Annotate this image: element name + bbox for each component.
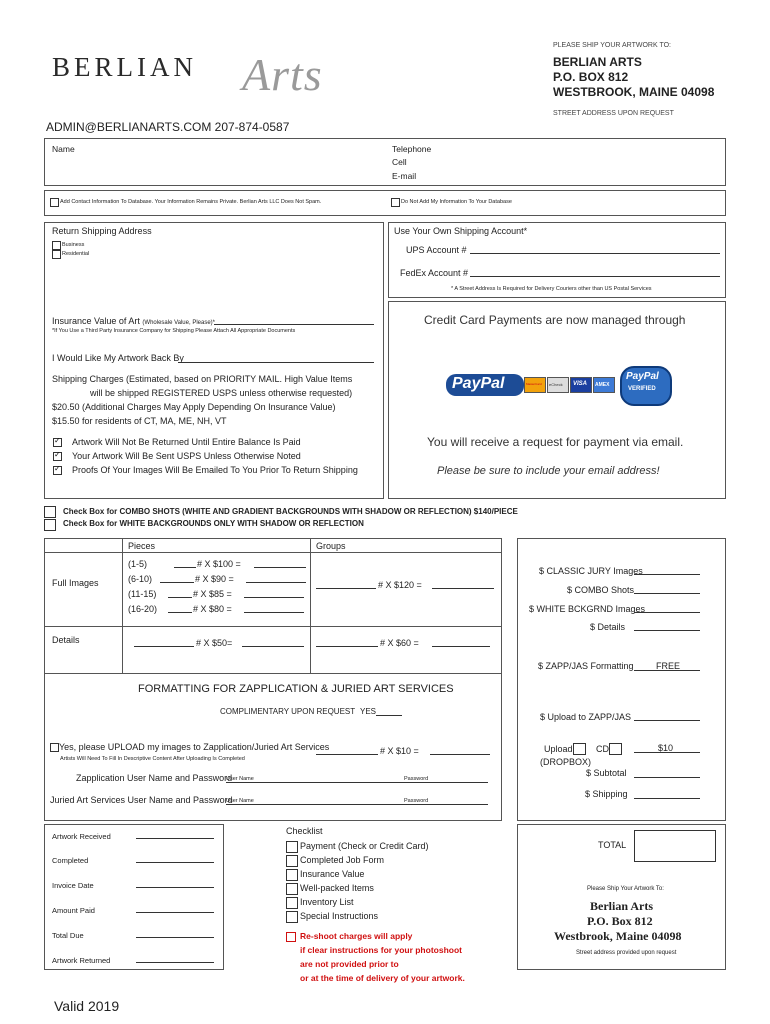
office-artwork-received-field[interactable] xyxy=(136,838,214,839)
office-artwork-returned-field[interactable] xyxy=(136,962,214,963)
checklist-job-form-label: Completed Job Form xyxy=(300,855,385,865)
upload-ten-dollar: $10 xyxy=(658,743,674,753)
proofs-label: Proofs Of Your Images Will Be Emailed To You Prior To Return Shipping xyxy=(72,465,358,475)
checklist-title: Checklist xyxy=(286,826,323,836)
subtotal-label: $ Subtotal xyxy=(586,768,627,778)
reshoot-line-4: or at the time of delivery of your artwork. xyxy=(300,973,465,983)
no-database-checkbox[interactable] xyxy=(391,198,400,207)
verified-badge-sub: VERIFIED xyxy=(628,386,656,392)
classic-jury-field[interactable] xyxy=(634,574,700,575)
checklist-packed-checkbox[interactable] xyxy=(286,883,298,895)
tier-4-price: # X $80 = xyxy=(193,604,232,614)
add-to-database-label: Add Contact Information To Database. Your Information Remains Private. Berlian Arts LLC Does Not Spam. xyxy=(60,199,322,205)
zapp-password-label: Password xyxy=(404,776,429,782)
insurance-label-text: Insurance Value of Art xyxy=(52,316,140,326)
tier-2-qty: (6-10) xyxy=(128,574,153,584)
upload-option-checkbox[interactable] xyxy=(573,743,586,755)
pricing-row-divider-1 xyxy=(44,552,502,553)
tier-2-price: # X $90 = xyxy=(195,574,234,584)
usps-checkbox[interactable] xyxy=(53,452,62,461)
total-addr3: Westbrook, Maine 04098 xyxy=(554,929,682,943)
tier-1-price: # X $100 = xyxy=(197,559,241,569)
formatting-title: FORMATTING FOR ZAPPLICATION & JURIED ART SERVICES xyxy=(138,683,454,695)
email-label: E-mail xyxy=(392,171,417,181)
back-by-field[interactable] xyxy=(178,362,374,363)
complimentary-label: COMPLIMENTARY UPON REQUEST xyxy=(220,707,356,716)
detail-count[interactable] xyxy=(134,646,194,647)
zapp-format-free: FREE xyxy=(656,661,681,671)
return-policy-label: Artwork Will Not Be Returned Until Entire Balance Is Paid xyxy=(72,437,301,447)
office-invoice-date: Invoice Date xyxy=(52,881,94,890)
pricing-row-divider-2 xyxy=(44,626,502,627)
upload-checkbox[interactable] xyxy=(50,743,59,752)
checklist-job-form-checkbox[interactable] xyxy=(286,855,298,867)
street-note: STREET ADDRESS UPON REQUEST xyxy=(553,110,674,117)
shipping-total-field[interactable] xyxy=(634,798,700,799)
total-ship-to: Please Ship Your Artwork To: xyxy=(587,886,664,892)
reshoot-line-3: are not provided prior to xyxy=(300,959,399,969)
juried-credentials-field[interactable] xyxy=(226,804,488,805)
tier-2-count[interactable] xyxy=(160,582,194,583)
juried-username-label: User Name xyxy=(226,798,254,804)
group-detail-total[interactable] xyxy=(432,646,490,647)
insurance-label xyxy=(52,316,215,326)
upload-ten-field xyxy=(634,752,700,753)
office-completed-field[interactable] xyxy=(136,862,214,863)
office-amount-paid: Amount Paid xyxy=(52,906,95,915)
echeck-label: eCheck xyxy=(549,382,563,387)
office-invoice-date-field[interactable] xyxy=(136,887,214,888)
upload-note: Artists Will Need To Fill In Descriptive Content After Uploading Is Completed xyxy=(60,756,245,762)
amex-icon xyxy=(593,377,615,393)
shipping-line-4: $15.50 for residents of CT, MA, ME, NH, VT xyxy=(52,416,227,426)
white-bg-label: Check Box for WHITE BACKGROUNDS ONLY WITH SHADOW OR REFLECTION xyxy=(63,519,364,528)
return-policy-checkbox[interactable] xyxy=(53,438,62,447)
zapp-username-label: User Name xyxy=(226,776,254,782)
checklist-packed-label: Well-packed Items xyxy=(300,883,374,893)
checklist-insurance-label: Insurance Value xyxy=(300,869,365,879)
no-database-label: Do Not Add My Information To Your Database xyxy=(401,199,512,205)
complimentary-yes-label: YES xyxy=(360,707,377,716)
complimentary-yes-field[interactable] xyxy=(376,715,402,716)
tier-4-total[interactable] xyxy=(244,612,304,613)
combo-shots-total-label: $ COMBO Shots xyxy=(567,585,635,595)
fedex-field[interactable] xyxy=(470,276,720,277)
upload-option-label: Upload xyxy=(544,744,573,754)
tier-3-count[interactable] xyxy=(168,597,192,598)
details-label: Details xyxy=(52,635,80,645)
zapp-credentials-label: Zapplication User Name and Password xyxy=(76,773,233,783)
details-total-label: $ Details xyxy=(590,622,626,632)
tier-1-total[interactable] xyxy=(254,567,306,568)
business-label: Business xyxy=(62,242,85,248)
office-use-box xyxy=(44,824,224,970)
combo-shots-total-field[interactable] xyxy=(634,593,700,594)
office-total-due: Total Due xyxy=(52,931,84,940)
own-shipping-title: Use Your Own Shipping Account* xyxy=(394,226,528,236)
groups-header: Groups xyxy=(316,541,346,551)
amex-label: AMEX xyxy=(595,382,610,388)
dropbox-label: (DROPBOX) xyxy=(540,757,592,767)
cd-option-label: CD xyxy=(596,744,609,754)
checklist-instructions-checkbox[interactable] xyxy=(286,911,298,923)
group-detail-count[interactable] xyxy=(316,646,378,647)
ship-to-addr1: BERLIAN ARTS xyxy=(553,55,642,69)
mastercard-icon xyxy=(524,377,546,393)
shipping-total-label: $ Shipping xyxy=(585,789,628,799)
office-artwork-returned: Artwork Returned xyxy=(52,956,111,965)
upload-total[interactable] xyxy=(430,754,490,755)
payment-title: Credit Card Payments are now managed through xyxy=(424,313,686,327)
checklist-inventory-checkbox[interactable] xyxy=(286,897,298,909)
group-full-total[interactable] xyxy=(432,588,494,589)
cell-label: Cell xyxy=(392,157,407,167)
business-checkbox[interactable] xyxy=(52,241,61,250)
upload-total-field[interactable] xyxy=(634,720,700,721)
shipping-line-2: will be shipped REGISTERED USPS unless otherwise requested) xyxy=(90,388,353,398)
ups-field[interactable] xyxy=(470,253,720,254)
group-detail-price: # X $60 = xyxy=(380,638,419,648)
zapp-format-field xyxy=(634,670,700,671)
tier-3-qty: (11-15) xyxy=(128,589,157,599)
tier-1-qty: (1-5) xyxy=(128,559,148,569)
usps-label: Your Artwork Will Be Sent USPS Unless Otherwise Noted xyxy=(72,451,301,461)
details-total-field[interactable] xyxy=(634,630,700,631)
white-bg-checkbox[interactable] xyxy=(44,519,56,531)
detail-total[interactable] xyxy=(242,646,304,647)
pricing-row-divider-3 xyxy=(44,673,502,674)
pricing-col-divider-2 xyxy=(310,538,311,673)
pieces-header: Pieces xyxy=(128,541,156,551)
checklist-insurance-checkbox[interactable] xyxy=(286,869,298,881)
upload-count[interactable] xyxy=(316,754,378,755)
combo-shots-label: Check Box for COMBO SHOTS (WHITE AND GRADIENT BACKGROUNDS WITH SHADOW OR REFLECTION) $140/PIECE xyxy=(63,507,518,516)
insurance-note: (Wholesale Value, Please)* xyxy=(142,320,215,326)
classic-jury-label: $ CLASSIC JURY Images xyxy=(539,566,643,576)
office-amount-paid-field[interactable] xyxy=(136,912,214,913)
tier-3-price: # X $85 = xyxy=(193,589,232,599)
white-bg-total-label: $ WHITE BCKGRND Images xyxy=(529,604,646,614)
reshoot-line-2: if clear instructions for your photoshoot xyxy=(300,945,462,955)
checklist-payment-label: Payment (Check or Credit Card) xyxy=(300,841,429,851)
checklist-payment-checkbox[interactable] xyxy=(286,841,298,853)
white-bg-total-field[interactable] xyxy=(634,612,700,613)
ship-to-label: PLEASE SHIP YOUR ARTWORK TO: xyxy=(553,42,672,49)
reshoot-checkbox[interactable] xyxy=(286,932,296,942)
zapp-credentials-field[interactable] xyxy=(226,782,488,783)
total-addr2: P.O. Box 812 xyxy=(587,914,653,928)
checklist-instructions-label: Special Instructions xyxy=(300,911,379,921)
cd-option-checkbox[interactable] xyxy=(609,743,622,755)
telephone-label: Telephone xyxy=(392,144,432,154)
office-artwork-received: Artwork Received xyxy=(52,832,111,841)
group-full-count[interactable] xyxy=(316,588,376,589)
fedex-label: FedEx Account # xyxy=(400,268,469,278)
echeck-icon xyxy=(547,377,569,393)
payment-request-note: You will receive a request for payment via email. xyxy=(427,435,684,449)
return-title: Return Shipping Address xyxy=(52,226,152,236)
courier-note: * A Street Address Is Required for Delivery Couriers other than US Postal Services xyxy=(451,286,652,292)
detail-price: # X $50= xyxy=(196,638,233,648)
logo-arts: Arts xyxy=(242,49,323,100)
insurance-field[interactable] xyxy=(214,324,374,325)
upload-price: # X $10 = xyxy=(380,746,419,756)
insurance-footnote: *If You Use a Third Party Insurance Company for Shipping Please Attach All Appropriate Documents xyxy=(52,328,296,334)
zapp-format-label: $ ZAPP/JAS Formatting xyxy=(538,661,634,671)
total-label: TOTAL xyxy=(598,840,627,850)
tier-2-total[interactable] xyxy=(246,582,306,583)
tier-4-count[interactable] xyxy=(168,612,192,613)
contact-line: ADMIN@BERLIANARTS.COM 207-874-0587 xyxy=(46,120,290,134)
pricing-col-divider-1 xyxy=(122,538,123,673)
office-completed: Completed xyxy=(52,856,89,865)
upload-label: Yes, please UPLOAD my images to Zapplication/Juried Art Services xyxy=(59,742,330,752)
proofs-checkbox[interactable] xyxy=(53,466,62,475)
office-total-due-field[interactable] xyxy=(136,937,214,938)
residential-checkbox[interactable] xyxy=(52,250,61,259)
paypal-logo-text: PayPal xyxy=(452,375,505,392)
upload-total-label: $ Upload to ZAPP/JAS xyxy=(540,712,632,722)
shipping-line-3: $20.50 (Additional Charges May Apply Depending On Insurance Value) xyxy=(52,402,336,412)
full-images-label: Full Images xyxy=(52,578,99,588)
logo-berlian: BERLIAN xyxy=(52,52,197,82)
back-by-label: I Would Like My Artwork Back By xyxy=(52,353,184,363)
total-addr1: Berlian Arts xyxy=(590,899,653,913)
ship-to-addr2: P.O. BOX 812 xyxy=(553,70,629,84)
juried-password-label: Password xyxy=(404,798,429,804)
name-label: Name xyxy=(52,144,75,154)
visa-icon xyxy=(570,377,592,393)
combo-shots-checkbox[interactable] xyxy=(44,506,56,518)
payment-email-note: Please be sure to include your email address! xyxy=(437,465,660,477)
logo xyxy=(52,48,352,108)
residential-label: Residential xyxy=(62,251,90,257)
subtotal-field[interactable] xyxy=(634,777,700,778)
visa-label: VISA xyxy=(573,381,588,387)
tier-1-count[interactable] xyxy=(174,567,196,568)
mastercard-label: MasterCard xyxy=(526,382,542,386)
valid-year: Valid 2019 xyxy=(54,998,120,1014)
summary-box xyxy=(517,538,726,821)
verified-badge-text: PayPal xyxy=(626,371,659,382)
checklist-inventory-label: Inventory List xyxy=(300,897,354,907)
ship-to-addr3: WESTBROOK, MAINE 04098 xyxy=(553,85,715,99)
group-full-price: # X $120 = xyxy=(378,580,422,590)
total-street-note: Street address provided upon request xyxy=(576,950,677,956)
tier-4-qty: (16-20) xyxy=(128,604,158,614)
contact-box xyxy=(44,138,726,186)
ups-label: UPS Account # xyxy=(406,245,467,255)
tier-3-total[interactable] xyxy=(244,597,304,598)
shipping-line-1: Shipping Charges (Estimated, based on PRIORITY MAIL. High Value Items xyxy=(52,374,353,384)
reshoot-line-1: Re-shoot charges will apply xyxy=(300,931,413,941)
add-to-database-checkbox[interactable] xyxy=(50,198,59,207)
juried-credentials-label: Juried Art Services User Name and Password xyxy=(50,795,233,805)
total-field[interactable] xyxy=(634,830,716,862)
